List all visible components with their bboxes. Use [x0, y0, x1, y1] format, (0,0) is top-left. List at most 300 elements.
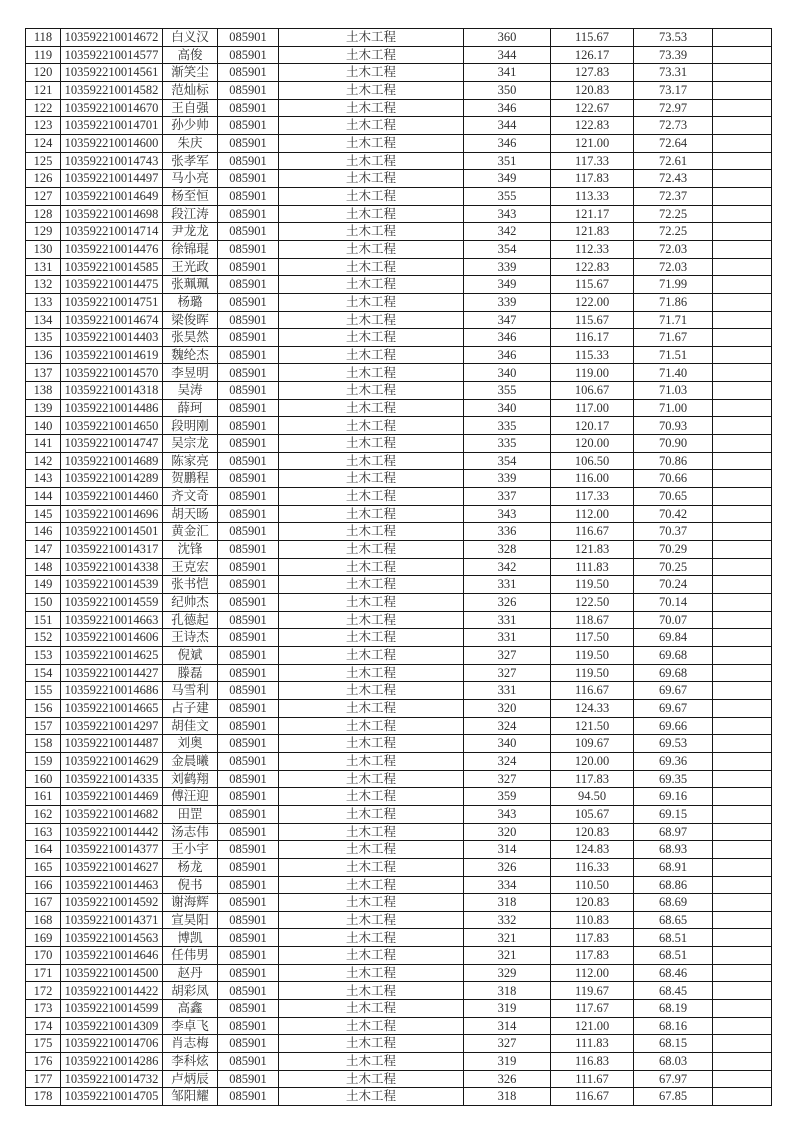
empty-cell — [713, 523, 772, 541]
score-a-cell: 334 — [464, 876, 551, 894]
major-code-cell: 085901 — [218, 611, 279, 629]
candidate-id-cell: 103592210014714 — [61, 223, 163, 241]
rank-cell: 175 — [26, 1035, 61, 1053]
score-b-cell: 121.83 — [551, 223, 634, 241]
candidate-id-cell: 103592210014539 — [61, 576, 163, 594]
score-b-cell: 122.83 — [551, 258, 634, 276]
score-a-cell: 318 — [464, 982, 551, 1000]
candidate-id-cell: 103592210014751 — [61, 293, 163, 311]
score-c-cell: 71.67 — [634, 329, 713, 347]
rank-cell: 129 — [26, 223, 61, 241]
candidate-id-cell: 103592210014625 — [61, 646, 163, 664]
score-b-cell: 119.50 — [551, 646, 634, 664]
rank-cell: 163 — [26, 823, 61, 841]
score-c-cell: 70.37 — [634, 523, 713, 541]
score-c-cell: 69.68 — [634, 646, 713, 664]
name-cell: 齐文奇 — [163, 488, 218, 506]
score-c-cell: 69.15 — [634, 805, 713, 823]
major-code-cell: 085901 — [218, 276, 279, 294]
score-c-cell: 67.97 — [634, 1070, 713, 1088]
major-code-cell: 085901 — [218, 876, 279, 894]
table-row — [26, 523, 772, 541]
empty-cell — [713, 293, 772, 311]
score-a-cell: 328 — [464, 541, 551, 559]
rank-cell: 174 — [26, 1017, 61, 1035]
table-row — [26, 240, 772, 258]
score-b-cell: 117.00 — [551, 399, 634, 417]
empty-cell — [713, 435, 772, 453]
rank-cell: 152 — [26, 629, 61, 647]
score-b-cell: 116.83 — [551, 1053, 634, 1071]
name-cell: 李昱明 — [163, 364, 218, 382]
score-b-cell: 117.83 — [551, 770, 634, 788]
empty-cell — [713, 664, 772, 682]
major-code-cell: 085901 — [218, 1053, 279, 1071]
major-name-cell: 土木工程 — [279, 717, 464, 735]
score-c-cell: 69.16 — [634, 788, 713, 806]
name-cell: 马小亮 — [163, 170, 218, 188]
major-name-cell: 土木工程 — [279, 1000, 464, 1018]
major-name-cell: 土木工程 — [279, 558, 464, 576]
major-code-cell: 085901 — [218, 982, 279, 1000]
table-row — [26, 1035, 772, 1053]
empty-cell — [713, 382, 772, 400]
score-a-cell: 318 — [464, 894, 551, 912]
name-cell: 刘鹤翔 — [163, 770, 218, 788]
rank-cell: 132 — [26, 276, 61, 294]
major-code-cell: 085901 — [218, 894, 279, 912]
score-a-cell: 318 — [464, 1088, 551, 1106]
table-row — [26, 805, 772, 823]
table-row — [26, 452, 772, 470]
major-code-cell: 085901 — [218, 311, 279, 329]
major-code-cell: 085901 — [218, 187, 279, 205]
candidate-id-cell: 103592210014706 — [61, 1035, 163, 1053]
major-name-cell: 土木工程 — [279, 1070, 464, 1088]
rank-cell: 167 — [26, 894, 61, 912]
name-cell: 段明刚 — [163, 417, 218, 435]
major-name-cell: 土木工程 — [279, 1017, 464, 1035]
rank-cell: 135 — [26, 329, 61, 347]
major-name-cell: 土木工程 — [279, 629, 464, 647]
major-name-cell: 土木工程 — [279, 435, 464, 453]
name-cell: 张书恺 — [163, 576, 218, 594]
rank-cell: 138 — [26, 382, 61, 400]
score-b-cell: 127.83 — [551, 64, 634, 82]
score-c-cell: 68.46 — [634, 964, 713, 982]
major-code-cell: 085901 — [218, 99, 279, 117]
candidate-id-cell: 103592210014487 — [61, 735, 163, 753]
empty-cell — [713, 1053, 772, 1071]
name-cell: 倪斌 — [163, 646, 218, 664]
major-name-cell: 土木工程 — [279, 594, 464, 612]
score-c-cell: 68.86 — [634, 876, 713, 894]
major-name-cell: 土木工程 — [279, 929, 464, 947]
score-a-cell: 320 — [464, 699, 551, 717]
rank-cell: 130 — [26, 240, 61, 258]
major-name-cell: 土木工程 — [279, 276, 464, 294]
score-b-cell: 124.83 — [551, 841, 634, 859]
rank-cell: 157 — [26, 717, 61, 735]
empty-cell — [713, 399, 772, 417]
score-b-cell: 111.83 — [551, 1035, 634, 1053]
candidate-id-cell: 103592210014701 — [61, 117, 163, 135]
major-code-cell: 085901 — [218, 258, 279, 276]
candidate-id-cell: 103592210014627 — [61, 858, 163, 876]
major-name-cell: 土木工程 — [279, 99, 464, 117]
score-a-cell: 354 — [464, 240, 551, 258]
major-name-cell: 土木工程 — [279, 46, 464, 64]
candidate-id-cell: 103592210014665 — [61, 699, 163, 717]
candidate-id-cell: 103592210014442 — [61, 823, 163, 841]
candidate-id-cell: 103592210014403 — [61, 329, 163, 347]
score-a-cell: 329 — [464, 964, 551, 982]
score-b-cell: 117.33 — [551, 152, 634, 170]
major-name-cell: 土木工程 — [279, 894, 464, 912]
candidate-id-cell: 103592210014335 — [61, 770, 163, 788]
table-row — [26, 682, 772, 700]
score-a-cell: 346 — [464, 134, 551, 152]
table-row — [26, 911, 772, 929]
empty-cell — [713, 99, 772, 117]
empty-cell — [713, 576, 772, 594]
score-b-cell: 116.17 — [551, 329, 634, 347]
table-row — [26, 823, 772, 841]
candidate-id-cell: 103592210014317 — [61, 541, 163, 559]
score-c-cell: 73.17 — [634, 81, 713, 99]
score-a-cell: 351 — [464, 152, 551, 170]
candidate-id-cell: 103592210014600 — [61, 134, 163, 152]
score-a-cell: 331 — [464, 629, 551, 647]
score-a-cell: 326 — [464, 594, 551, 612]
score-a-cell: 346 — [464, 99, 551, 117]
rank-cell: 140 — [26, 417, 61, 435]
score-b-cell: 117.33 — [551, 488, 634, 506]
rank-cell: 124 — [26, 134, 61, 152]
table-row — [26, 594, 772, 612]
rank-cell: 123 — [26, 117, 61, 135]
name-cell: 李科炫 — [163, 1053, 218, 1071]
score-b-cell: 117.83 — [551, 947, 634, 965]
score-c-cell: 72.37 — [634, 187, 713, 205]
score-a-cell: 344 — [464, 117, 551, 135]
empty-cell — [713, 1070, 772, 1088]
candidate-id-cell: 103592210014297 — [61, 717, 163, 735]
empty-cell — [713, 947, 772, 965]
rank-cell: 136 — [26, 346, 61, 364]
major-name-cell: 土木工程 — [279, 805, 464, 823]
score-c-cell: 72.43 — [634, 170, 713, 188]
rank-cell: 145 — [26, 505, 61, 523]
major-code-cell: 085901 — [218, 152, 279, 170]
candidate-id-cell: 103592210014682 — [61, 805, 163, 823]
major-code-cell: 085901 — [218, 805, 279, 823]
document-page — [25, 28, 772, 1106]
table-row — [26, 399, 772, 417]
score-b-cell: 122.50 — [551, 594, 634, 612]
candidate-id-cell: 103592210014663 — [61, 611, 163, 629]
table-row — [26, 947, 772, 965]
empty-cell — [713, 505, 772, 523]
major-name-cell: 土木工程 — [279, 399, 464, 417]
score-c-cell: 69.68 — [634, 664, 713, 682]
score-b-cell: 116.67 — [551, 523, 634, 541]
major-code-cell: 085901 — [218, 558, 279, 576]
score-a-cell: 319 — [464, 1000, 551, 1018]
name-cell: 任伟男 — [163, 947, 218, 965]
candidate-id-cell: 103592210014747 — [61, 435, 163, 453]
name-cell: 胡天旸 — [163, 505, 218, 523]
score-c-cell: 68.15 — [634, 1035, 713, 1053]
rank-cell: 147 — [26, 541, 61, 559]
name-cell: 范灿标 — [163, 81, 218, 99]
score-b-cell: 94.50 — [551, 788, 634, 806]
score-c-cell: 71.99 — [634, 276, 713, 294]
score-b-cell: 122.83 — [551, 117, 634, 135]
score-a-cell: 340 — [464, 364, 551, 382]
major-code-cell: 085901 — [218, 576, 279, 594]
table-row — [26, 558, 772, 576]
major-name-cell: 土木工程 — [279, 29, 464, 47]
score-c-cell: 68.65 — [634, 911, 713, 929]
score-a-cell: 346 — [464, 346, 551, 364]
score-c-cell: 71.86 — [634, 293, 713, 311]
name-cell: 贺鹏程 — [163, 470, 218, 488]
rank-cell: 126 — [26, 170, 61, 188]
table-row — [26, 788, 772, 806]
score-a-cell: 332 — [464, 911, 551, 929]
score-a-cell: 335 — [464, 435, 551, 453]
score-b-cell: 116.67 — [551, 682, 634, 700]
rank-cell: 131 — [26, 258, 61, 276]
empty-cell — [713, 117, 772, 135]
major-name-cell: 土木工程 — [279, 470, 464, 488]
empty-cell — [713, 1000, 772, 1018]
candidate-id-cell: 103592210014501 — [61, 523, 163, 541]
major-name-cell: 土木工程 — [279, 841, 464, 859]
major-code-cell: 085901 — [218, 629, 279, 647]
score-b-cell: 120.00 — [551, 752, 634, 770]
name-cell: 傅汪迎 — [163, 788, 218, 806]
major-name-cell: 土木工程 — [279, 240, 464, 258]
major-name-cell: 土木工程 — [279, 982, 464, 1000]
rank-cell: 165 — [26, 858, 61, 876]
empty-cell — [713, 911, 772, 929]
major-code-cell: 085901 — [218, 488, 279, 506]
name-cell: 朱庆 — [163, 134, 218, 152]
major-code-cell: 085901 — [218, 541, 279, 559]
table-row — [26, 841, 772, 859]
score-c-cell: 68.69 — [634, 894, 713, 912]
score-a-cell: 331 — [464, 611, 551, 629]
score-b-cell: 119.67 — [551, 982, 634, 1000]
score-a-cell: 327 — [464, 664, 551, 682]
rank-cell: 159 — [26, 752, 61, 770]
name-cell: 孙少帅 — [163, 117, 218, 135]
score-c-cell: 68.45 — [634, 982, 713, 1000]
empty-cell — [713, 752, 772, 770]
rank-cell: 146 — [26, 523, 61, 541]
name-cell: 王克宏 — [163, 558, 218, 576]
table-row — [26, 81, 772, 99]
rank-cell: 150 — [26, 594, 61, 612]
name-cell: 汤志伟 — [163, 823, 218, 841]
major-code-cell: 085901 — [218, 964, 279, 982]
major-name-cell: 土木工程 — [279, 488, 464, 506]
name-cell: 张珮珮 — [163, 276, 218, 294]
major-code-cell: 085901 — [218, 29, 279, 47]
major-code-cell: 085901 — [218, 1000, 279, 1018]
major-name-cell: 土木工程 — [279, 364, 464, 382]
major-name-cell: 土木工程 — [279, 205, 464, 223]
candidate-id-cell: 103592210014460 — [61, 488, 163, 506]
major-name-cell: 土木工程 — [279, 81, 464, 99]
rank-cell: 155 — [26, 682, 61, 700]
major-name-cell: 土木工程 — [279, 911, 464, 929]
table-row — [26, 364, 772, 382]
name-cell: 刘奥 — [163, 735, 218, 753]
major-name-cell: 土木工程 — [279, 223, 464, 241]
name-cell: 梁俊晖 — [163, 311, 218, 329]
candidate-id-cell: 103592210014650 — [61, 417, 163, 435]
candidate-id-cell: 103592210014377 — [61, 841, 163, 859]
empty-cell — [713, 152, 772, 170]
table-row — [26, 858, 772, 876]
score-b-cell: 112.00 — [551, 964, 634, 982]
score-b-cell: 120.83 — [551, 81, 634, 99]
score-c-cell: 70.29 — [634, 541, 713, 559]
name-cell: 卢炳辰 — [163, 1070, 218, 1088]
candidate-id-cell: 103592210014606 — [61, 629, 163, 647]
results-table-body — [26, 29, 772, 1106]
score-c-cell: 73.53 — [634, 29, 713, 47]
rank-cell: 169 — [26, 929, 61, 947]
score-b-cell: 117.67 — [551, 1000, 634, 1018]
table-row — [26, 1053, 772, 1071]
empty-cell — [713, 894, 772, 912]
score-a-cell: 349 — [464, 276, 551, 294]
empty-cell — [713, 364, 772, 382]
score-b-cell: 120.83 — [551, 823, 634, 841]
table-row — [26, 46, 772, 64]
name-cell: 徐锦琨 — [163, 240, 218, 258]
score-a-cell: 340 — [464, 735, 551, 753]
empty-cell — [713, 205, 772, 223]
major-name-cell: 土木工程 — [279, 541, 464, 559]
empty-cell — [713, 629, 772, 647]
candidate-id-cell: 103592210014371 — [61, 911, 163, 929]
major-code-cell: 085901 — [218, 435, 279, 453]
score-b-cell: 110.50 — [551, 876, 634, 894]
score-a-cell: 346 — [464, 329, 551, 347]
rank-cell: 160 — [26, 770, 61, 788]
rank-cell: 139 — [26, 399, 61, 417]
score-a-cell: 326 — [464, 858, 551, 876]
score-a-cell: 327 — [464, 1035, 551, 1053]
table-row — [26, 205, 772, 223]
table-row — [26, 170, 772, 188]
score-b-cell: 121.50 — [551, 717, 634, 735]
rank-cell: 162 — [26, 805, 61, 823]
table-row — [26, 382, 772, 400]
score-c-cell: 71.71 — [634, 311, 713, 329]
major-name-cell: 土木工程 — [279, 858, 464, 876]
major-name-cell: 土木工程 — [279, 152, 464, 170]
score-c-cell: 70.42 — [634, 505, 713, 523]
table-row — [26, 894, 772, 912]
score-a-cell: 319 — [464, 1053, 551, 1071]
empty-cell — [713, 541, 772, 559]
score-c-cell: 72.97 — [634, 99, 713, 117]
score-a-cell: 343 — [464, 805, 551, 823]
score-a-cell: 320 — [464, 823, 551, 841]
table-row — [26, 346, 772, 364]
candidate-id-cell: 103592210014674 — [61, 311, 163, 329]
empty-cell — [713, 488, 772, 506]
major-code-cell: 085901 — [218, 170, 279, 188]
candidate-id-cell: 103592210014732 — [61, 1070, 163, 1088]
score-c-cell: 71.03 — [634, 382, 713, 400]
score-b-cell: 109.67 — [551, 735, 634, 753]
table-row — [26, 152, 772, 170]
score-b-cell: 121.00 — [551, 134, 634, 152]
empty-cell — [713, 452, 772, 470]
results-table — [25, 28, 772, 1106]
name-cell: 张昊然 — [163, 329, 218, 347]
name-cell: 马雪利 — [163, 682, 218, 700]
table-row — [26, 488, 772, 506]
empty-cell — [713, 187, 772, 205]
empty-cell — [713, 1088, 772, 1106]
major-name-cell: 土木工程 — [279, 329, 464, 347]
major-name-cell: 土木工程 — [279, 646, 464, 664]
major-code-cell: 085901 — [218, 682, 279, 700]
empty-cell — [713, 223, 772, 241]
name-cell: 高鑫 — [163, 1000, 218, 1018]
name-cell: 张孝军 — [163, 152, 218, 170]
table-row — [26, 717, 772, 735]
score-a-cell: 343 — [464, 505, 551, 523]
name-cell: 博凯 — [163, 929, 218, 947]
candidate-id-cell: 103592210014309 — [61, 1017, 163, 1035]
major-code-cell: 085901 — [218, 399, 279, 417]
major-code-cell: 085901 — [218, 46, 279, 64]
major-code-cell: 085901 — [218, 364, 279, 382]
major-code-cell: 085901 — [218, 523, 279, 541]
score-b-cell: 122.67 — [551, 99, 634, 117]
name-cell: 陈家亮 — [163, 452, 218, 470]
major-name-cell: 土木工程 — [279, 187, 464, 205]
score-a-cell: 340 — [464, 399, 551, 417]
major-code-cell: 085901 — [218, 594, 279, 612]
major-name-cell: 土木工程 — [279, 258, 464, 276]
empty-cell — [713, 646, 772, 664]
name-cell: 滕磊 — [163, 664, 218, 682]
empty-cell — [713, 470, 772, 488]
candidate-id-cell: 103592210014629 — [61, 752, 163, 770]
empty-cell — [713, 594, 772, 612]
major-code-cell: 085901 — [218, 717, 279, 735]
score-c-cell: 70.25 — [634, 558, 713, 576]
major-code-cell: 085901 — [218, 947, 279, 965]
major-name-cell: 土木工程 — [279, 1053, 464, 1071]
table-row — [26, 611, 772, 629]
name-cell: 金晨曦 — [163, 752, 218, 770]
major-code-cell: 085901 — [218, 223, 279, 241]
name-cell: 李卓飞 — [163, 1017, 218, 1035]
candidate-id-cell: 103592210014500 — [61, 964, 163, 982]
score-b-cell: 116.33 — [551, 858, 634, 876]
